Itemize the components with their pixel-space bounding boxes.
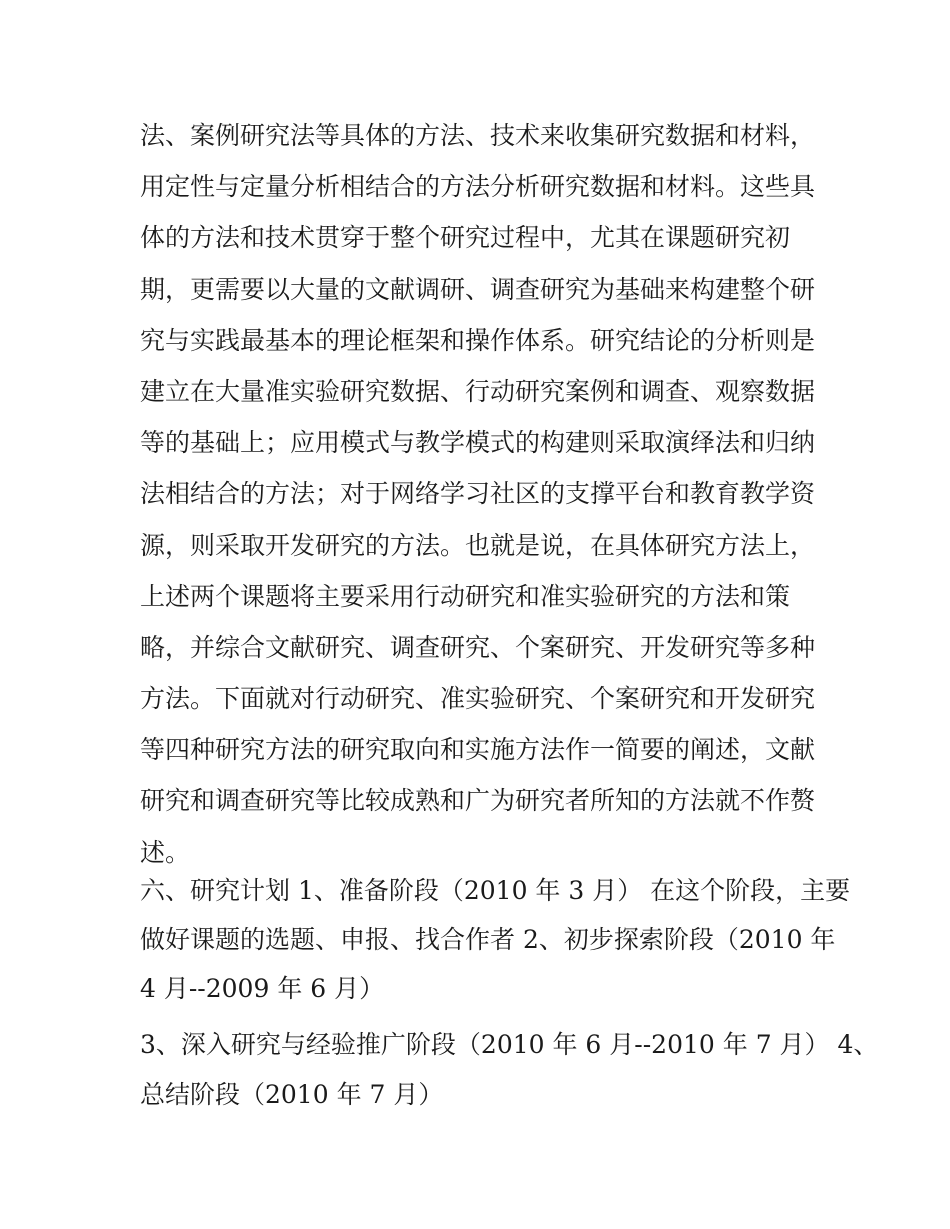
text-line: 略，并综合文献研究、调查研究、个案研究、开发研究等多种 bbox=[140, 632, 816, 662]
text-line: 等四种研究方法的研究取向和实施方法作一简要的阐述，文献 bbox=[140, 735, 816, 765]
text-line: 法、案例研究法等具体的方法、技术来收集研究数据和材料， bbox=[140, 121, 816, 150]
text-line: 上述两个课题将主要采用行动研究和准实验研究的方法和策 bbox=[140, 581, 791, 611]
text-line: 做好课题的选题、申报、找合作者 2、初步探索阶段（2010 年 bbox=[140, 925, 836, 954]
text-line: 究与实践最基本的理论框架和操作体系。研究结论的分析则是 bbox=[140, 325, 816, 355]
text-line: 法相结合的方法；对于网络学习社区的支撑平台和教育教学资 bbox=[140, 479, 816, 509]
paragraph-research-plan bbox=[140, 866, 851, 1013]
text-line: 期，更需要以大量的文献调研、调查研究为基础来构建整个研 bbox=[140, 274, 816, 304]
text-line: 用定性与定量分析相结合的方法分析研究数据和材料。这些具 bbox=[140, 172, 816, 202]
text-line: 源，则采取开发研究的方法。也就是说，在具体研究方法上， bbox=[140, 530, 816, 560]
text-line: 总结阶段（2010 年 7 月） bbox=[140, 1080, 444, 1109]
text-line: 六、研究计划 1、准备阶段（2010 年 3 月） 在这个阶段，主要 bbox=[140, 876, 851, 905]
text-line: 等的基础上；应用模式与教学模式的构建则采取演绎法和归纳 bbox=[140, 428, 816, 458]
paragraph-research-stages bbox=[140, 1020, 879, 1120]
text-line: 述。 bbox=[140, 837, 191, 867]
text-line: 体的方法和技术贯穿于整个研究过程中，尤其在课题研究初 bbox=[140, 223, 791, 253]
paragraph-research-methods bbox=[140, 110, 816, 878]
text-line: 方法。下面就对行动研究、准实验研究、个案研究和开发研究 bbox=[140, 684, 816, 714]
text-line: 4 月--2009 年 6 月） bbox=[140, 974, 385, 1003]
text-line: 研究和调查研究等比较成熟和广为研究者所知的方法就不作赘 bbox=[140, 786, 816, 816]
text-line: 3、深入研究与经验推广阶段（2010 年 6 月--2010 年 7 月） 4、 bbox=[140, 1030, 879, 1059]
text-line: 建立在大量准实验研究数据、行动研究案例和调查、观察数据 bbox=[140, 376, 816, 406]
